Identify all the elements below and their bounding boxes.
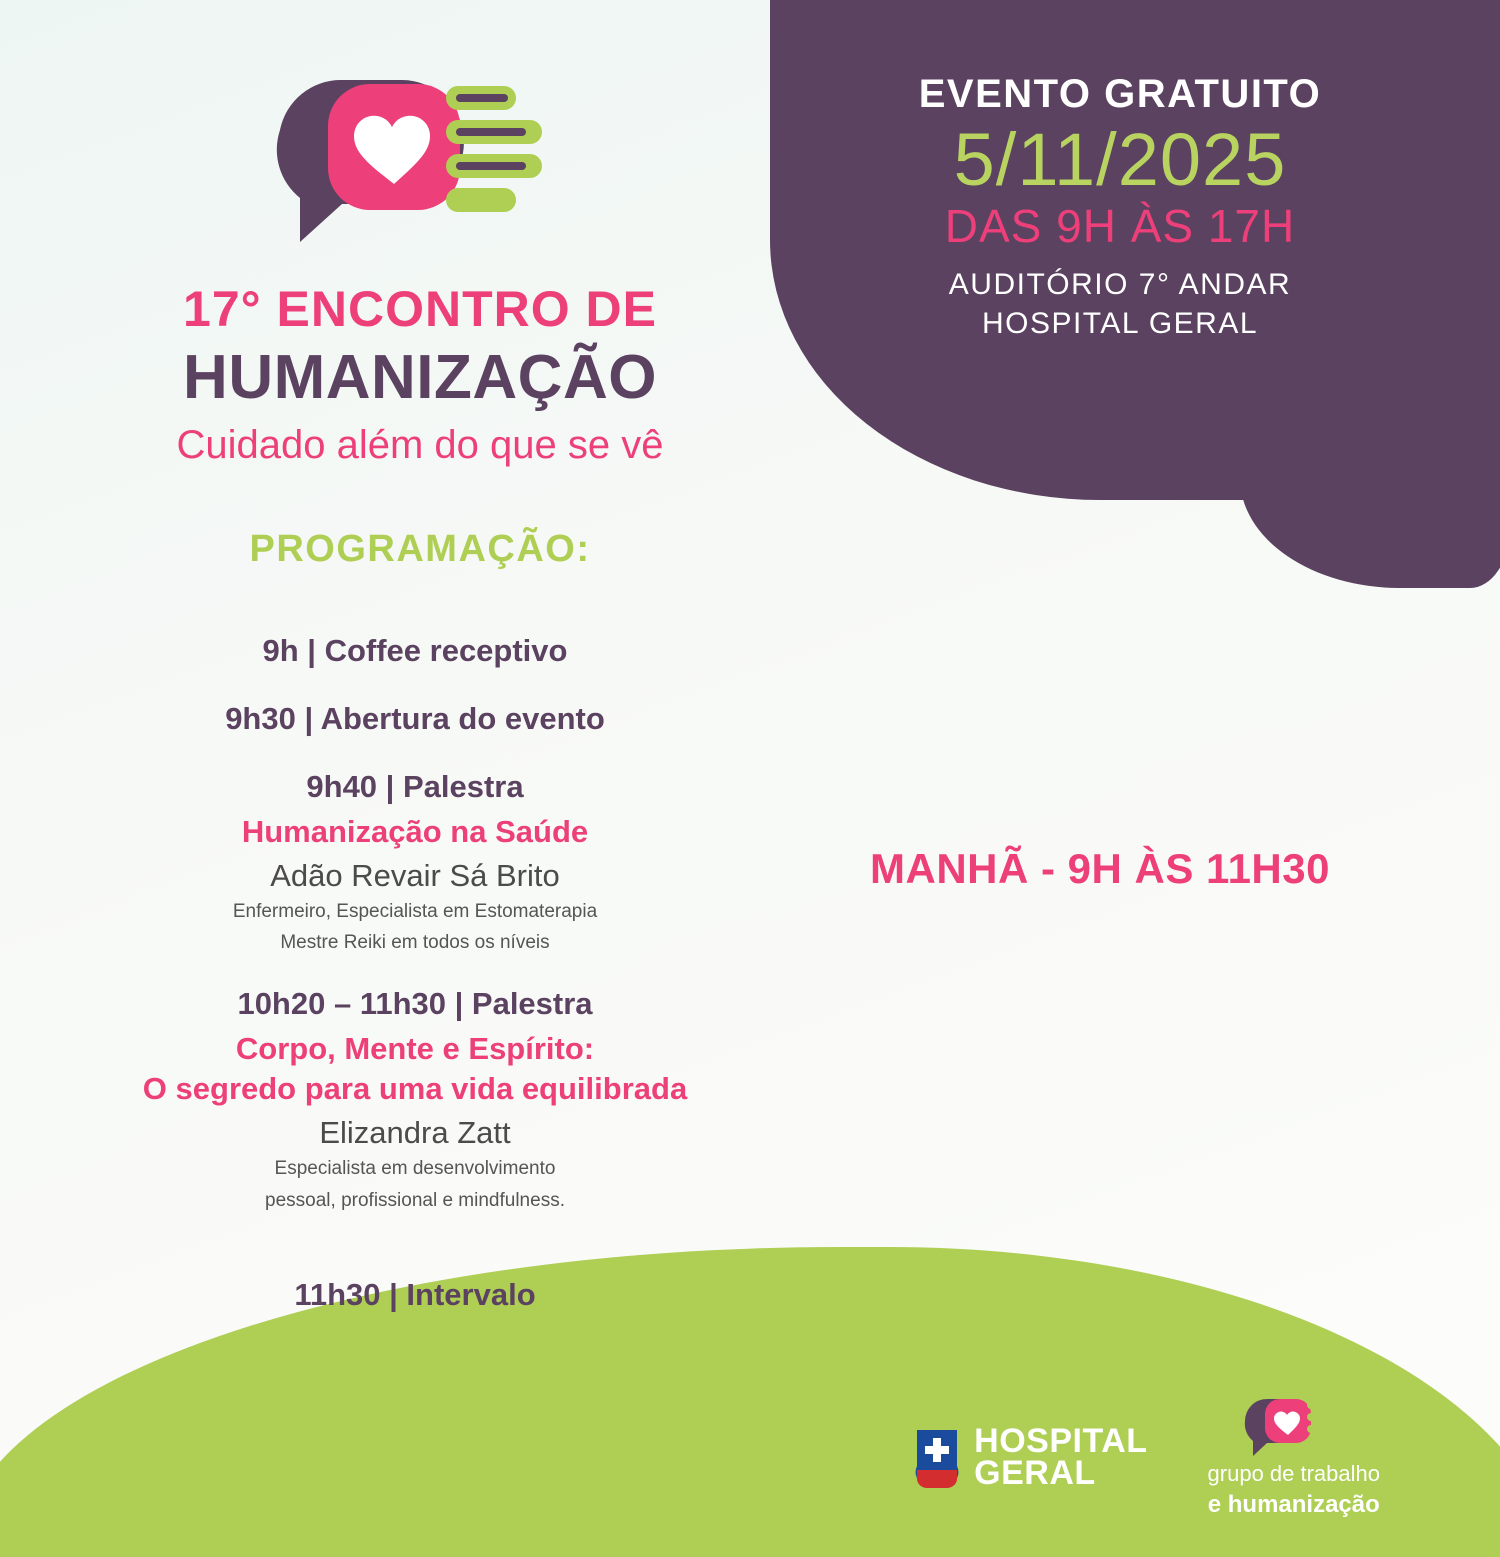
- grupo-trabalho-line1: grupo de trabalho: [1207, 1461, 1380, 1486]
- schedule-item: [20, 983, 810, 1215]
- schedule-speaker: Adão Revair Sá Brito: [270, 857, 560, 893]
- event-date: 5/11/2025: [953, 118, 1287, 201]
- schedule-item: [20, 766, 810, 957]
- heart-hand-small-icon: [1239, 1395, 1349, 1457]
- event-info-badge: [800, 72, 1440, 343]
- event-subtitle: Cuidado além do que se vê: [176, 423, 664, 467]
- hospital-name-line2: GERAL: [974, 1454, 1096, 1492]
- event-place-line1: AUDITÓRIO 7° ANDAR: [948, 268, 1292, 302]
- title-block: [40, 280, 800, 468]
- hospital-name-line1: HOSPITAL: [974, 1421, 1148, 1460]
- schedule-speaker: Elizandra Zatt: [319, 1115, 511, 1151]
- schedule-talk-title-line1: Corpo, Mente e Espírito:: [235, 1030, 595, 1066]
- schedule-time: 11h30 | Intervalo: [294, 1277, 536, 1313]
- schedule-time: 9h | Coffee receptivo: [262, 633, 568, 668]
- schedule-credential: Enfermeiro, Especialista em Estomaterapia: [232, 900, 598, 922]
- schedule-list: [20, 630, 810, 1342]
- hospital-geral-logo: [914, 1421, 1148, 1492]
- schedule-item: [20, 698, 810, 740]
- schedule-credential: Mestre Reiki em todos os níveis: [280, 932, 550, 954]
- schedule-item: [20, 630, 810, 672]
- event-title-line2: HUMANIZAÇÃO: [183, 343, 657, 412]
- footer-logos: [914, 1395, 1380, 1519]
- schedule-time: 9h30 | Abertura do evento: [225, 700, 605, 736]
- schedule-time: 9h40 | Palestra: [306, 768, 524, 804]
- event-title-line1: 17° ENCONTRO DE: [183, 281, 657, 337]
- grupo-trabalho-logo: [1208, 1395, 1380, 1519]
- hospital-shield-icon: [914, 1426, 960, 1488]
- schedule-credential: Especialista em desenvolvimento: [274, 1158, 556, 1180]
- schedule-item: [20, 1274, 810, 1316]
- period-label: MANHÃ - 9H ÀS 11H30: [870, 845, 1330, 892]
- free-event-label: EVENTO GRATUITO: [918, 72, 1322, 116]
- heart-speech-bubble-hand-icon: [250, 70, 590, 270]
- program-heading: PROGRAMAÇÃO:: [249, 528, 591, 570]
- event-place-line2: HOSPITAL GERAL: [981, 307, 1259, 341]
- humanization-logo: [250, 70, 590, 270]
- schedule-credential: pessoal, profissional e mindfulness.: [265, 1189, 565, 1211]
- hospital-geral-text: [974, 1421, 1148, 1492]
- schedule-time: 10h20 – 11h30 | Palestra: [237, 985, 593, 1021]
- schedule-talk-title-line2: O segredo para uma vida equilibrada: [142, 1071, 688, 1107]
- event-hours: DAS 9H ÀS 17H: [944, 199, 1296, 252]
- schedule-talk-title: Humanização na Saúde: [241, 813, 589, 849]
- grupo-trabalho-line2: e humanização: [1207, 1491, 1380, 1518]
- schedule-spacer: [20, 1240, 810, 1274]
